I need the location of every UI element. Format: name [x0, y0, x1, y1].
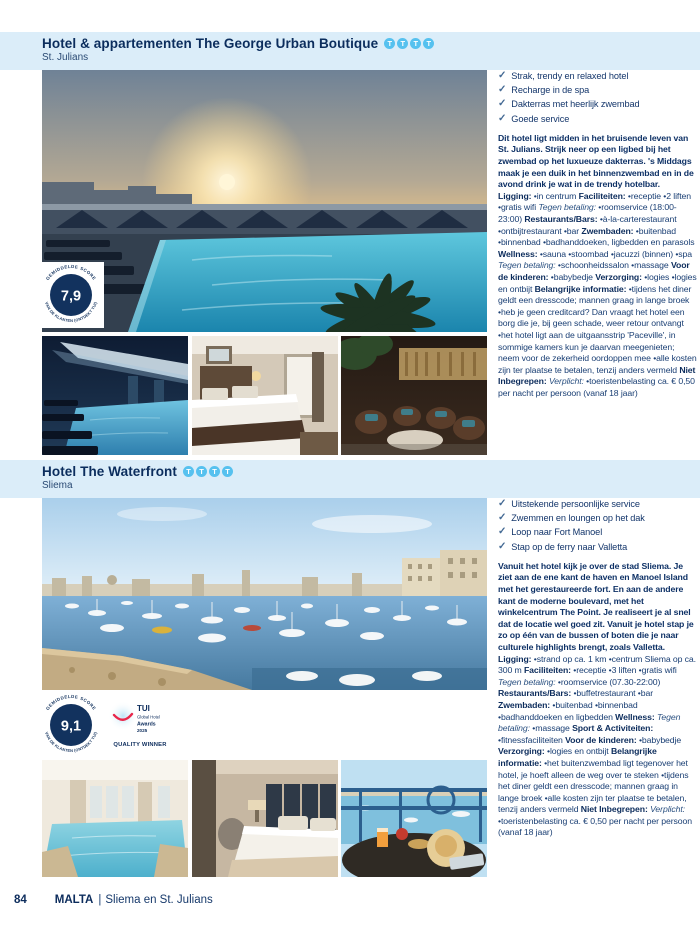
footer-subregion: Sliema en St. Julians	[105, 894, 213, 906]
highlight-item	[498, 541, 698, 553]
hotel2-score-badge	[38, 692, 104, 758]
tui-t-icon: T	[384, 38, 395, 49]
highlight-item	[498, 512, 698, 524]
award-brand: TUI	[137, 704, 150, 713]
tui-t-icon: T	[183, 466, 194, 477]
highlight-item	[498, 498, 698, 510]
hotel2-thumb-balcony-breakfast	[341, 760, 487, 877]
tui-t-icon: T	[397, 38, 408, 49]
tui-t-icon: T	[222, 466, 233, 477]
check-icon: ✓	[498, 526, 507, 538]
check-icon: ✓	[498, 512, 507, 524]
tui-quality-winner-badge	[106, 695, 174, 755]
highlight-text: Zwemmen en loungen op het dak	[511, 513, 645, 524]
hotel2-score-value: 9,1	[60, 718, 82, 735]
score-badge-top-label: GEMIDDELDE SCORE	[44, 693, 98, 712]
highlight-item	[498, 70, 698, 82]
tui-t-icon: T	[410, 38, 421, 49]
hotel2-highlights-list	[498, 498, 698, 553]
hotel1-intro: Dit hotel ligt midden in het bruisende leven van St. Julians. Strijk neer op een ligbed bij het zwembad op het luxueuze dakterras. 's Middags maak je een duik in het binnenzwembad en in de avond drink je wat in de trendy hotelbar.	[498, 132, 694, 190]
highlight-text: Dakterras met heerlijk zwembad	[511, 99, 640, 110]
hotel1-thumb-bedroom	[192, 336, 338, 455]
highlight-text: Recharge in de spa	[511, 85, 590, 96]
highlight-item	[498, 526, 698, 538]
hotel1-thumb-lounge-bar	[341, 336, 487, 455]
hotel2-details: Ligging: •strand op ca. 1 km •centrum Sliema op ca. 300 m Faciliteiten: •receptie •3 liften •gratis wifi Tegen betaling: •roomservice (07.30-22:00) Restaurants/Bars: •buffetrestaurant •bar Zwembaden: •buitenbad •binnenbad •badhanddoeken en ligbedden Wellness: Tegen betaling: •massage Sport & Activiteiten: •fitnessfaciliteiten Voor de kinderen: •babybedje Verzorging: •logies en ontbijt Belangrijke informatie: •het buitenzwembad ligt tegenover het hotel, je hoeft alleen de weg over te steken •tijdens het diner geldt een dresscode; mannen graag in lange broek •alle kosten zijn ter plaatse te betalen, tenzij anders vermeld Niet Inbegrepen: Verplicht: •toeristenbelasting ca. € 0,50 per nacht per persoon (vanaf 18 jaar)	[498, 653, 696, 838]
hotel2-info-column	[498, 498, 698, 910]
highlight-text: Goede service	[511, 113, 570, 124]
check-icon: ✓	[498, 70, 507, 81]
check-icon: ✓	[498, 540, 507, 552]
highlight-text: Loop naar Fort Manoel	[511, 527, 603, 538]
award-year: 2025	[137, 728, 148, 733]
check-icon: ✓	[498, 98, 507, 110]
hotel1-thumb-indoor-spa-pool	[42, 336, 188, 455]
highlight-text: Strak, trendy en relaxed hotel	[511, 71, 629, 81]
hotel1-details: Ligging: •in centrum Faciliteiten: •receptie •2 liften •gratis wifi Tegen betaling: •roomservice (18:00-23:00) Restaurants/Bars: •à-la-carterestaurant •ontbijtrestaurant •bar Zwembaden: •buitenbad •binnenbad •badhanddoeken, ligbedden en parasols Wellness: •sauna •stoombad •jacuzzi (binnen) •spa Tegen betaling: •schoonheidssalon •massage Voor de kinderen: •babybedje Verzorging: •logies •logies en ontbijt Belangrijke informatie: •tijdens het diner geldt een dresscode; mannen graag in lange broek •heb je geen creditcard? Dan vraagt het hotel een borg die je, bij geen schade, weer retour ontvangt •het hotel ligt aan de uitgaansstrip 'Paceville', in sommige kamers kun je daarvan meegenieten; neem voor de zekerheid oordoppen mee •alle kosten zijn ter plaatse te betalen, tenzij anders vermeld Niet Inbegrepen: Verplicht: •toeristenbelasting ca. € 0,50 per nacht per persoon (vanaf 18 jaar)	[498, 190, 697, 398]
tui-t-icon: T	[209, 466, 220, 477]
hotel2-thumb-indoor-pool	[42, 760, 188, 877]
score-badge-bottom-label: VAN DE KLANTEN (ONTDEKT TUI)	[44, 731, 98, 754]
hotel1-score-value: 7,9	[60, 288, 82, 305]
section1-header-band	[0, 32, 700, 70]
check-icon: ✓	[498, 84, 507, 96]
hotel2-intro: Vanuit het hotel kijk je over de stad Sliema. Je ziet aan de ene kant de haven en Manoel Island met het gerestaureerde fort. En aan de andere kant de moderne boulevard, met het winkelcentrum The Point. Je realiseert je al snel dat de locatie wel goed zit. Vanuit je hotel stap je zo op één van de bussen of boten die je naar culturele highlights brengt, zoals Valletta.	[498, 560, 694, 652]
hotel2-location: Sliema	[42, 480, 73, 491]
check-icon: ✓	[498, 498, 507, 509]
hotel2-rating-icons	[183, 466, 233, 477]
check-icon: ✓	[498, 112, 507, 124]
hotel2-thumb-bedroom	[192, 760, 338, 877]
tui-t-icon: T	[196, 466, 207, 477]
page-footer	[14, 894, 213, 906]
hotel1-main-photo-rooftop-pool	[42, 70, 487, 332]
highlight-item	[498, 98, 698, 110]
award-line1: Global Hotel	[137, 714, 161, 720]
hotel2-title: Hotel The Waterfront	[42, 464, 177, 479]
footer-region: MALTA	[54, 894, 94, 906]
award-line2: Awards	[137, 721, 156, 728]
page-number: 84	[14, 894, 27, 906]
score-badge-bottom-label: VAN DE KLANTEN (ONTDEKT TUI)	[44, 301, 98, 324]
highlight-item	[498, 113, 698, 125]
highlight-item	[498, 84, 698, 96]
tui-t-icon: T	[423, 38, 434, 49]
hotel1-score-badge	[38, 262, 104, 328]
footer-separator: |	[98, 894, 102, 906]
highlight-text: Uitstekende persoonlijke service	[511, 499, 640, 509]
hotel1-rating-icons	[384, 38, 434, 49]
hotel2-main-photo-harbour	[42, 498, 487, 690]
hotel1-highlights-list	[498, 70, 698, 125]
award-label: QUALITY WINNER	[113, 742, 167, 748]
hotel1-location: St. Julians	[42, 52, 89, 63]
highlight-text: Stap op de ferry naar Valletta	[511, 541, 628, 552]
hotel1-info-column	[498, 70, 698, 460]
score-badge-top-label: GEMIDDELDE SCORE	[44, 263, 98, 282]
hotel1-title: Hotel & appartementen The George Urban Boutique	[42, 36, 379, 51]
section2-header-band	[0, 460, 700, 498]
